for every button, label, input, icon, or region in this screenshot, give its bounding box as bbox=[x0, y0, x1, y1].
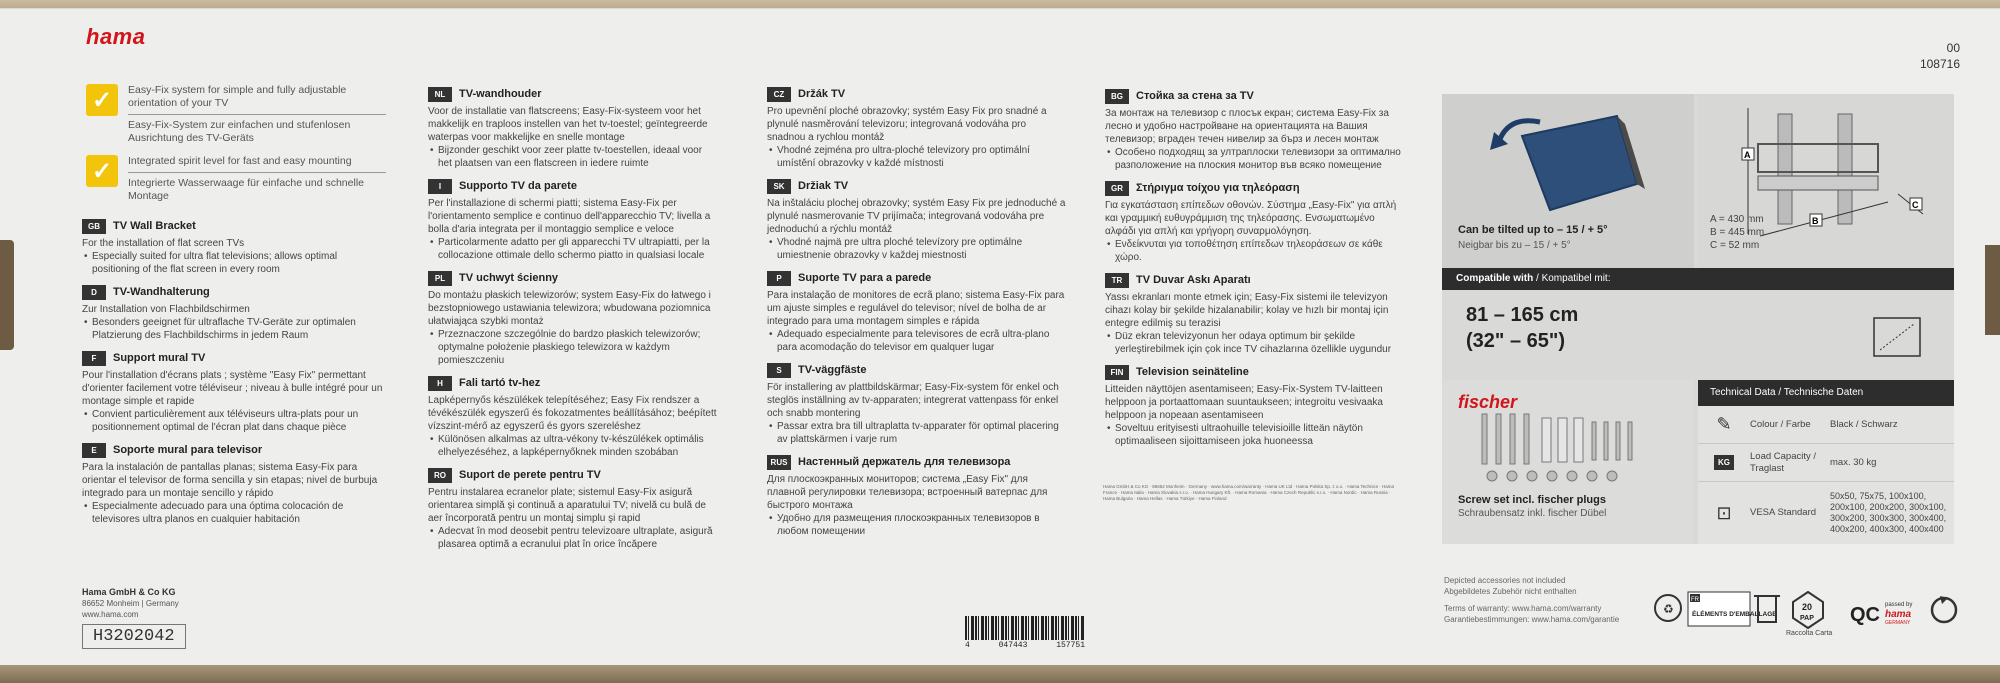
section-bullet: • Soveltuu erityisesti ultraohuille televisioille litteän näytön optimaaliseen sijoittamiseen joka huoneessa bbox=[1105, 422, 1405, 448]
section-bullet: • Passar extra bra till ultraplatta tv-apparater för optimal placering av plattskärmen i varje rum bbox=[767, 420, 1067, 446]
section-bullet: • Ενδείκνυται για τοποθέτηση επίπεδων τηλεοράσεων σε κάθε χώρο. bbox=[1105, 238, 1405, 264]
section-bullet: • Особено подходящ за ултраплоски телевизори за оптимално разположение на плоския монитор във всяко помещение bbox=[1105, 146, 1405, 172]
lang-badge: F bbox=[82, 351, 106, 366]
section-text: Zur Installation von Flachbildschirmen bbox=[82, 304, 250, 315]
screen-size-range: 81 – 165 cm (32" – 65") bbox=[1466, 304, 1579, 352]
lang-badge: I bbox=[428, 179, 452, 194]
checkmark-icon: ✓ bbox=[86, 155, 118, 187]
section-title: Suport de perete pentru TV bbox=[459, 469, 601, 481]
lang-section-cz bbox=[767, 87, 1067, 170]
section-text: Lapképernyős készülékek telepítéséhez; Easy Fix rendszer a tévékészülék egyszerű és fokozatmentes beállításához; beépített vízszint-mérő az egyszerű és gyors szereléshez bbox=[428, 395, 717, 432]
section-title: TV-wandhouder bbox=[459, 88, 542, 100]
tech-row-vesa: ⊡ VESA Standard 50x50, 75x75, 100x100, 200x100, 200x200, 300x100, 300x200, 300x300, 300x400, 400x200, 400x300, 400x400 bbox=[1698, 482, 1954, 544]
cardboard-flap-left bbox=[0, 240, 14, 350]
section-bullet: • Bijzonder geschikt voor zeer platte tv-toestellen, ideaal voor het plaatsen van een flatscreen in iedere ruimte bbox=[428, 144, 718, 170]
section-title: TV-Wandhalterung bbox=[113, 286, 210, 298]
lang-badge: TR bbox=[1105, 273, 1129, 288]
recycle-arrows-icon bbox=[1932, 596, 1956, 622]
cardboard-bottom-edge bbox=[0, 665, 2000, 683]
section-text: Για εγκατάσταση επίπεδων οθονών. Σύστημα „Easy-Fix" για απλή και γραμμική ευθυγράμμιση της τηλεόρασης. Ενσωματωμένο αλφάδι για απλή και γρήγορη συναρμολόγηση. bbox=[1105, 200, 1397, 237]
lang-badge: FIN bbox=[1105, 365, 1129, 380]
section-title: TV Wall Bracket bbox=[113, 220, 196, 232]
compatible-header: Compatible with / Kompatibel mit: bbox=[1442, 268, 1954, 290]
lang-section-tr bbox=[1105, 273, 1405, 356]
section-bullet: • Удобно для размещения плоскоэкранных телевизоров в любом помещении bbox=[767, 512, 1067, 538]
lang-badge: E bbox=[82, 443, 106, 458]
section-bullet: • Düz ekran televizyonun her odaya optimum bir şekilde yerleştirebilmek için çok ince TV cihazlarına özellikle uygundur bbox=[1105, 330, 1405, 356]
section-text: Para instalação de monitores de ecrã plano; sistema Easy-Fix para um ajuste simples e regulável do televisor; nível de bolha de ar integrado para uma montagem simples e rápida bbox=[767, 290, 1065, 327]
section-bullet: • Vhodné najmä pre ultra ploché televízory pre optimálne umiestnenie obrazovky v každej miestnosti bbox=[767, 236, 1067, 262]
section-title: Стойка за стена за TV bbox=[1136, 90, 1254, 102]
info-panel bbox=[1442, 94, 1954, 544]
lang-section-sk bbox=[767, 179, 1067, 262]
section-title: Držák TV bbox=[798, 88, 846, 100]
section-bullet: • Vhodné zejména pro ultra-ploché televizory pro optimální umístění obrazovky v každé místnosti bbox=[767, 144, 1067, 170]
lang-section-gr bbox=[1105, 181, 1405, 264]
legal-fine-print: Hama GmbH & Co KG · 86652 Monheim · Germany · www.hama.com/warranty · Hama UK Ltd · Hama Polska Sp. z o.o. · Hama Technics · Hama France · Hama Italia · Hama Slovakia s.r.o. · Hama Hungary Kft. · Hama Romania · Hama Czech Republic s.r.o. · Hama Nordic · Hama Russia · Hama Bulgaria · Hama Hellas · Hama Türkiye · Hama Finland bbox=[1103, 484, 1395, 501]
section-bullet: • Especialmente adecuado para una óptima colocación de televisores ultra planos en cualquier habitación bbox=[82, 500, 384, 526]
lang-badge: S bbox=[767, 363, 791, 378]
language-column-1 bbox=[82, 219, 384, 535]
dimension-values: A = 430 mm B = 445 mm C = 52 mm bbox=[1710, 214, 1765, 251]
section-title: TV uchwyt ścienny bbox=[459, 272, 559, 284]
section-title: Soporte mural para televisor bbox=[113, 444, 263, 456]
paint-brush-icon: ✎ bbox=[1716, 414, 1732, 434]
lang-section-h bbox=[428, 376, 718, 459]
lang-badge: P bbox=[767, 271, 791, 286]
tilt-title: Can be tilted up to – 15 / + 5° bbox=[1458, 224, 1608, 236]
lang-section-f bbox=[82, 351, 384, 434]
lang-section-d bbox=[82, 285, 384, 342]
feature-item: ✓ Easy-Fix system for simple and fully adjustable orientation of your TV Easy-Fix-System zur einfachen und stufenlosen Ausrichtung des TV-Geräts bbox=[86, 84, 386, 145]
section-bullet: • Convient particulièrement aux téléviseurs ultra-plats pour un positionnement optimal de l'écran plat dans chaque pièce bbox=[82, 408, 384, 434]
section-bullet: • Különösen alkalmas az ultra-vékony tv-készülékek optimális elhelyezéséhez, a lapképernyőknek minden szobában bbox=[428, 433, 718, 459]
section-title: Suporte TV para a parede bbox=[798, 272, 932, 284]
section-title: Držiak TV bbox=[798, 180, 849, 192]
tech-row-colour: ✎ Colour / Farbe Black / Schwarz bbox=[1698, 406, 1954, 444]
lang-section-rus bbox=[767, 455, 1067, 538]
section-title: Στήριγμα τοίχου για τηλεόραση bbox=[1136, 182, 1300, 194]
tech-row-load: KG Load Capacity / Traglast max. 30 kg bbox=[1698, 444, 1954, 482]
article-number: 00 108716 bbox=[1919, 41, 1960, 71]
vesa-icon: ⊡ bbox=[1716, 502, 1732, 523]
section-title: Supporto TV da parete bbox=[459, 180, 577, 192]
section-text: Per l'installazione di schermi piatti; sistema Easy-Fix per l'orientamento semplice e continuo dell'apparecchio TV; livella a bolla d'aria integrata per il montaggio semplice e veloce bbox=[428, 198, 711, 235]
lang-badge: GR bbox=[1105, 181, 1129, 196]
lang-section-nl bbox=[428, 87, 718, 170]
section-text: Voor de installatie van flatscreens; Easy-Fix-systeem voor het makkelijk en traploos instellen van het tv-toestel; geïntegreerde waterpas voor makkelijke en snelle montage bbox=[428, 106, 708, 143]
accessories-note: Depicted accessories not included Abgebildetes Zubehör nicht enthalten bbox=[1444, 576, 1577, 596]
section-text: Litteiden näyttöjen asentamiseen; Easy-Fix-System TV-laitteen helppoon ja portaattomaan suuntaukseen; integroitu vesivaaka helppoon ja nopeaan asentamiseen bbox=[1105, 384, 1383, 421]
warranty-terms: Terms of warranty: www.hama.com/warranty Garantiebestimmungen: www.hama.com/garantie bbox=[1444, 604, 1620, 624]
dim-label-c: C bbox=[1912, 200, 1919, 210]
checkmark-icon: ✓ bbox=[86, 84, 118, 116]
section-text: Pro upevnění ploché obrazovky; systém Easy Fix pro snadné a plynulé nasměrování televizoru; integrovaná vodováha pro snadnou a rychlou montáž bbox=[767, 106, 1047, 143]
cardboard-flap-right bbox=[1985, 245, 2000, 335]
fischer-logo: fischer bbox=[1458, 392, 1518, 412]
tilt-tile bbox=[1442, 94, 1694, 268]
section-text: Na inštaláciu plochej obrazovky; systém Easy Fix pre jednoduché a plynulé nasmerovanie TV prijímača; integrovaná vodováha pre jednoduchú a rýchlu montáž bbox=[767, 198, 1066, 235]
section-text: För installering av plattbildskärmar; Easy-Fix-system för enkel och steglös inställning av tv-apparaten; integrerat vattenpass för enkel och snabb montering bbox=[767, 382, 1059, 419]
weight-icon: KG bbox=[1698, 455, 1750, 470]
section-text: За монтаж на телевизор с плосък екран; система Easy-Fix за лесно и удобно настройване на ориентацията на Вашия телевизор; вграден течен нивелир за бърз и лесен монтаж bbox=[1105, 108, 1389, 145]
triman-icon bbox=[1655, 595, 1681, 621]
feature-list bbox=[86, 84, 386, 209]
section-title: Fali tartó tv-hez bbox=[459, 377, 541, 389]
lang-badge: H bbox=[428, 376, 452, 391]
barcode-bars bbox=[965, 616, 1085, 640]
company-address: Hama GmbH & Co KG 86652 Monheim | Germany www.hama.com bbox=[82, 587, 179, 619]
section-title: Support mural TV bbox=[113, 352, 206, 364]
section-text: Для плоскоэкранных мониторов; система „Easy Fix" для плавной регулировки телевизора; встроенный ватерпас для быстрого монтажа bbox=[767, 474, 1048, 511]
lang-section-i bbox=[428, 179, 718, 262]
screw-set-subtitle: Schraubensatz inkl. fischer Dübel bbox=[1458, 508, 1607, 519]
lang-section-s bbox=[767, 363, 1067, 446]
section-text: Para la instalación de pantallas planas; sistema Easy-Fix para orientar el televisor de forma sencilla y sin etapas; nivel de burbuja integrado para un montaje sencillo y rápido bbox=[82, 462, 378, 499]
section-bullet: • Adecvat în mod deosebit pentru televizoare ultraplate, asigură plasarea optimă a ecranului plat în orice încăpere bbox=[428, 525, 718, 551]
qc-hama-logo: hama bbox=[1885, 609, 1912, 620]
pap-label: PAP bbox=[1800, 615, 1814, 622]
section-bullet: • Adequado especialmente para televisores de ecrã ultra-plano para acomodação do televisor em qualquer lugar bbox=[767, 328, 1067, 354]
technical-data-header: Technical Data / Technische Daten bbox=[1698, 380, 1954, 406]
section-title: Television seinäteline bbox=[1136, 366, 1249, 378]
lang-badge: SK bbox=[767, 179, 791, 194]
recycling-marks bbox=[1648, 586, 1968, 636]
trash-bin-icon bbox=[1754, 596, 1780, 622]
tilt-subtitle: Neigbar bis zu – 15 / + 5° bbox=[1458, 240, 1571, 251]
screws-plugs-image bbox=[1472, 408, 1672, 488]
ean-barcode: 4 047443 157751 bbox=[965, 616, 1085, 652]
section-text: Pentru instalarea ecranelor plate; sistemul Easy-Fix asigură orientarea simplă şi continuă a aparatului TV; nivelă cu bulă de aer încorporată pentru un montaj simplu şi rapid bbox=[428, 487, 706, 524]
lang-section-pl bbox=[428, 271, 718, 367]
lang-section-gb bbox=[82, 219, 384, 276]
language-column-4 bbox=[1105, 89, 1405, 457]
section-text: Do montażu płaskich telewizorów; system Easy-Fix do łatwego i bezstopniowego ustawiania telewizora; wbudowana poziomnica ułatwiająca szybki montaż bbox=[428, 290, 711, 327]
qc-mark: QC bbox=[1850, 604, 1880, 626]
section-bullet: • Przeznaczone szczególnie do bardzo płaskich telewizorów; optymalne położenie płaskiego telewizora w każdym pomieszczeniu bbox=[428, 328, 718, 367]
qc-passed-by: passed by bbox=[1885, 602, 1913, 608]
lang-section-bg bbox=[1105, 89, 1405, 172]
section-bullet: • Especially suited for ultra flat televisions; allows optimal positioning of the flat screen in every room bbox=[82, 250, 384, 276]
section-title: Настенный держатель для телевизора bbox=[798, 456, 1011, 468]
hama-logo: hama bbox=[86, 24, 146, 49]
lang-badge: BG bbox=[1105, 89, 1129, 104]
svg-text:♻: ♻ bbox=[1663, 602, 1674, 616]
qc-germany: GERMANY bbox=[1885, 620, 1911, 626]
section-bullet: • Particolarmente adatto per gli apparecchi TV ultrapiatti, per la collocazione ottimale dello schermo piatto in qualsiasi locale bbox=[428, 236, 718, 262]
section-bullet: • Besonders geeignet für ultraflache TV-Geräte zur optimalen Platzierung des Flachbildschirms in jedem Raum bbox=[82, 316, 384, 342]
fr-badge-text: FR bbox=[1691, 597, 1699, 603]
product-code: H3202042 bbox=[82, 624, 186, 649]
section-text: For the installation of flat screen TVs bbox=[82, 238, 245, 249]
lang-badge: GB bbox=[82, 219, 106, 234]
language-column-2 bbox=[428, 87, 718, 560]
lang-badge: CZ bbox=[767, 87, 791, 102]
lang-section-ro bbox=[428, 468, 718, 551]
section-title: TV Duvar Askı Aparatı bbox=[1136, 274, 1251, 286]
feature-item: ✓ Integrated spirit level for fast and easy mounting Integrierte Wasserwaage für einfache und schnelle Montage bbox=[86, 155, 386, 203]
raccolta-label: Raccolta Carta bbox=[1786, 630, 1833, 636]
lang-badge: D bbox=[82, 285, 106, 300]
section-text: Pour l'installation d'écrans plats ; système "Easy Fix" permettant d'orienter facilement votre téléviseur ; niveau à bulle intégré pour un montage simple et rapide bbox=[82, 370, 383, 407]
lang-section-e bbox=[82, 443, 384, 526]
screw-set-title: Screw set incl. fischer plugs bbox=[1458, 494, 1606, 506]
dim-label-b: B bbox=[1812, 216, 1819, 226]
lang-section-p bbox=[767, 271, 1067, 354]
pap-number: 20 bbox=[1802, 602, 1813, 612]
screen-diagonal-icon bbox=[1872, 316, 1922, 358]
language-column-3 bbox=[767, 87, 1067, 547]
section-text: Yassı ekranları monte etmek için; Easy-Fix sistemi ile televizyon cihazı kolay bir şekilde hizalanabilir; kolay ve hızlı bir montaj için entegre edilmiş su terazisi bbox=[1105, 292, 1389, 329]
emballage-label: ÉLÉMENTS D'EMBALLAGE bbox=[1692, 611, 1777, 618]
lang-badge: RO bbox=[428, 468, 452, 483]
tilt-screen-icon bbox=[1442, 94, 1694, 224]
lang-badge: NL bbox=[428, 87, 452, 102]
lang-section-fin bbox=[1105, 365, 1405, 448]
lang-badge: PL bbox=[428, 271, 452, 286]
dim-label-a: A bbox=[1744, 150, 1751, 160]
lang-badge: RUS bbox=[767, 455, 791, 470]
section-title: TV-väggfäste bbox=[798, 364, 867, 376]
